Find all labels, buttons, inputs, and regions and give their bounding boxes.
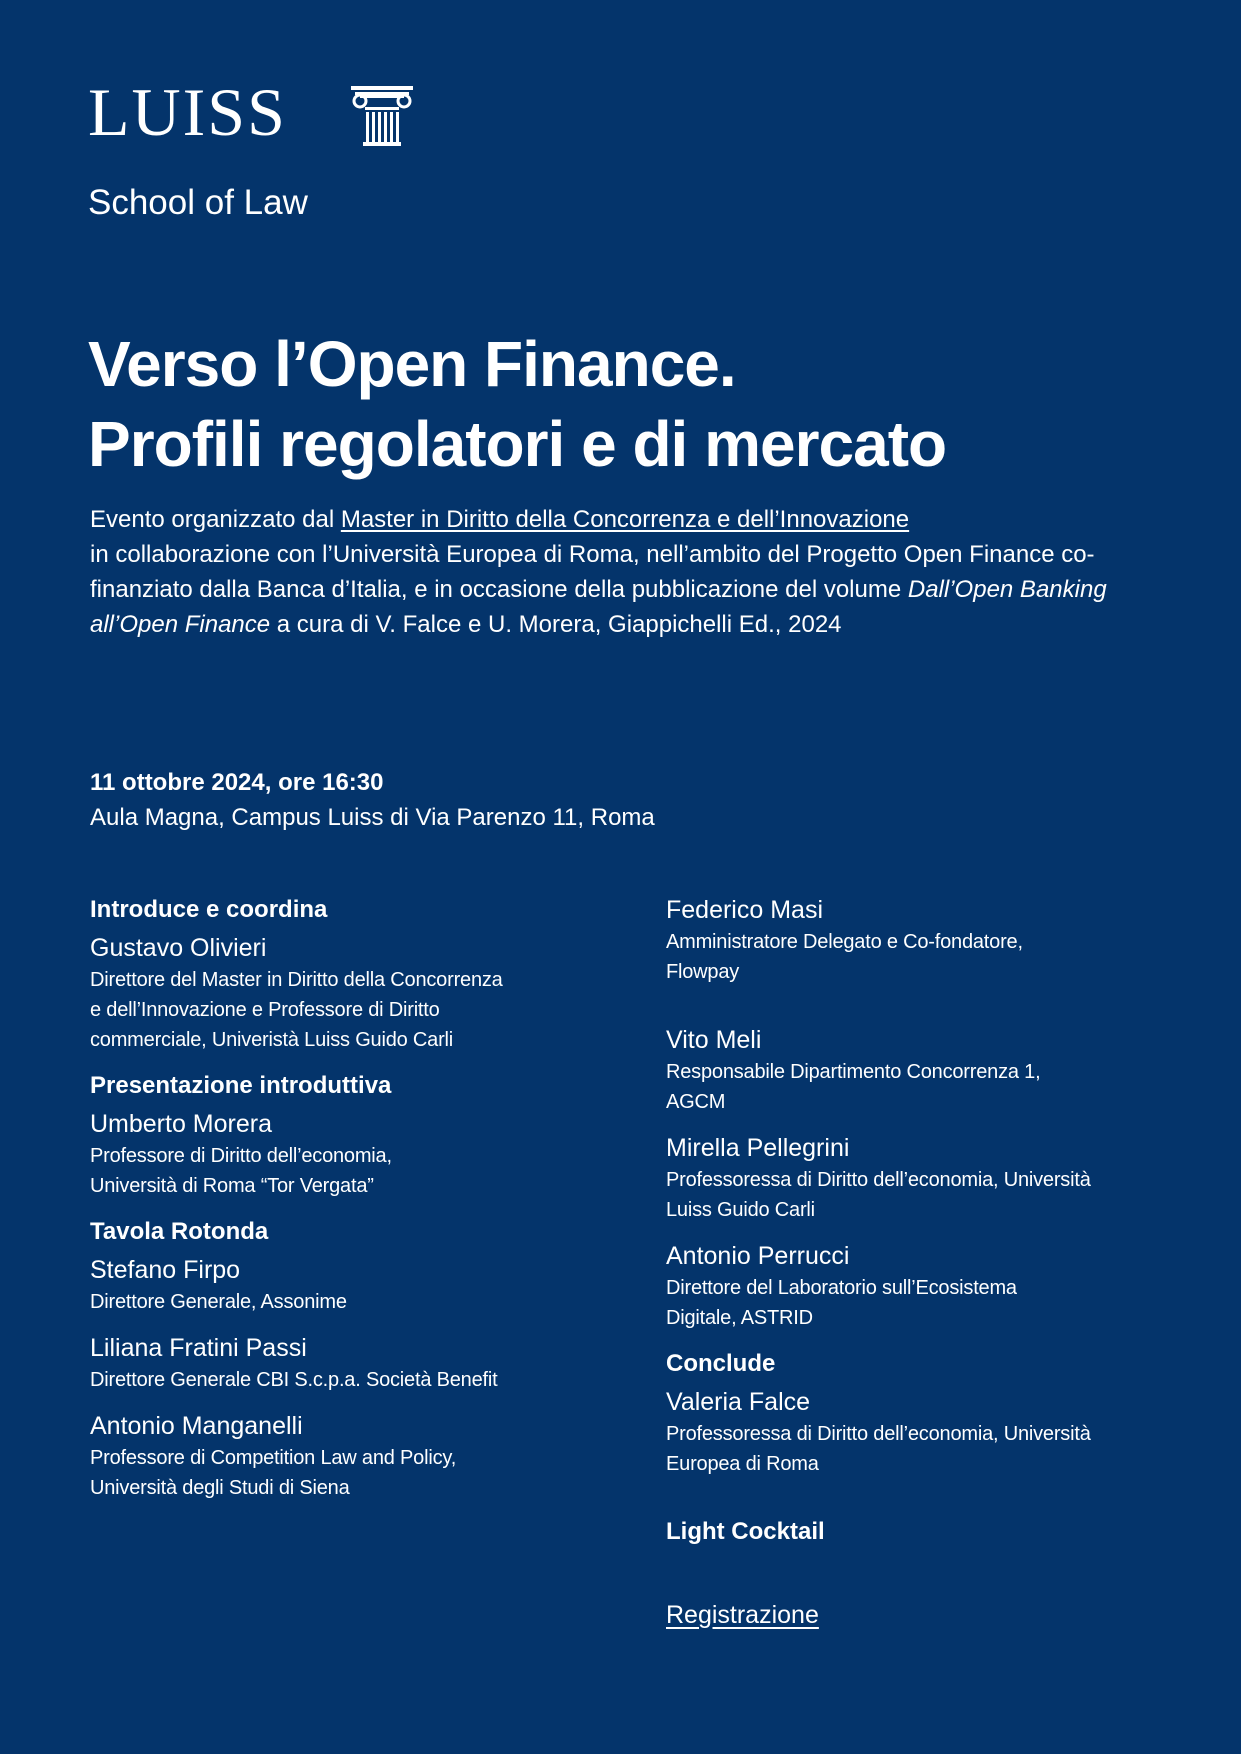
event-title bbox=[88, 324, 946, 484]
speaker-role-line: Direttore Generale CBI S.c.p.a. Società Benefit bbox=[90, 1369, 498, 1391]
registration-link[interactable]: Registrazione bbox=[666, 1601, 819, 1629]
speaker-role-line: commerciale, Univeristà Luiss Guido Carli bbox=[90, 1029, 454, 1051]
book-title: Dall’Open Banking all’Open Finance bbox=[90, 576, 1107, 638]
speaker-falce bbox=[666, 1385, 1186, 1479]
intro-suffix: a cura di V. Falce e U. Morera, Giappichelli Ed., 2024 bbox=[270, 611, 842, 638]
speaker-role-line: Professore di Diritto dell’economia, bbox=[90, 1145, 392, 1167]
cocktail-heading: Light Cocktail bbox=[666, 1518, 825, 1545]
speaker-pellegrini bbox=[666, 1131, 1186, 1225]
speaker-name: Federico Masi bbox=[666, 896, 823, 924]
speaker-role-line: Direttore del Master in Diritto della Concorrenza bbox=[90, 969, 503, 991]
speaker-name: Antonio Perrucci bbox=[666, 1242, 850, 1270]
program-left-column bbox=[90, 893, 590, 1517]
speaker-role-line: Università degli Studi di Siena bbox=[90, 1477, 350, 1499]
speaker-name: Vito Meli bbox=[666, 1026, 762, 1054]
luiss-logo bbox=[88, 74, 428, 154]
title-line-2: Profili regolatori e di mercato bbox=[88, 408, 947, 480]
speaker-role-line: Europea di Roma bbox=[666, 1453, 819, 1475]
speaker-role-line: e dell’Innovazione e Professore di Diritto bbox=[90, 999, 440, 1021]
speaker-role-line: Flowpay bbox=[666, 961, 740, 983]
speaker-role-line: Professoressa di Diritto dell’economia, Università bbox=[666, 1169, 1091, 1191]
speaker-role-line: Direttore del Laboratorio sull’Ecosistema bbox=[666, 1277, 1017, 1299]
section-heading-introduce: Introduce e coordina bbox=[90, 896, 328, 923]
ionic-column-icon bbox=[351, 86, 413, 146]
speaker-perrucci bbox=[666, 1239, 1186, 1333]
section-heading-conclude: Conclude bbox=[666, 1350, 776, 1377]
intro-prefix: Evento organizzato dal bbox=[90, 506, 341, 533]
event-when-where bbox=[90, 765, 655, 835]
speaker-firpo bbox=[90, 1253, 590, 1317]
intro-middle: in collaborazione con l’Università Europea di Roma, nell’ambito del Progetto Open Finance co-finanziato dalla Banca d’Italia, e in occasione della pubblicazione del volume bbox=[90, 541, 1095, 603]
speaker-role-line: Università di Roma “Tor Vergata” bbox=[90, 1175, 374, 1197]
speaker-role-line: Responsabile Dipartimento Concorrenza 1, bbox=[666, 1061, 1041, 1083]
speaker-meli bbox=[666, 1023, 1186, 1117]
speaker-role-line: Luiss Guido Carli bbox=[666, 1199, 815, 1221]
speaker-morera bbox=[90, 1107, 590, 1201]
speaker-role-line: Amministratore Delegato e Co-fondatore, bbox=[666, 931, 1023, 953]
section-heading-presentazione: Presentazione introduttiva bbox=[90, 1072, 392, 1099]
logo-wordmark: LUISS bbox=[88, 74, 287, 150]
speaker-role-line: Professore di Competition Law and Policy, bbox=[90, 1447, 457, 1469]
event-date: 11 ottobre 2024, ore 16:30 bbox=[90, 769, 384, 796]
speaker-fratini-passi bbox=[90, 1331, 590, 1395]
title-line-1: Verso l’Open Finance. bbox=[88, 328, 736, 400]
speaker-name: Gustavo Olivieri bbox=[90, 934, 267, 962]
speaker-role-line: Professoressa di Diritto dell’economia, Università bbox=[666, 1423, 1091, 1445]
program-right-column bbox=[666, 893, 1186, 1630]
speaker-olivieri bbox=[90, 931, 590, 1055]
speaker-name: Valeria Falce bbox=[666, 1388, 811, 1416]
school-name: School of Law bbox=[88, 183, 308, 222]
speaker-role-line: AGCM bbox=[666, 1091, 726, 1113]
speaker-name: Mirella Pellegrini bbox=[666, 1134, 850, 1162]
speaker-name: Umberto Morera bbox=[90, 1110, 272, 1138]
section-heading-tavola: Tavola Rotonda bbox=[90, 1218, 269, 1245]
master-link[interactable]: Master in Diritto della Concorrenza e dell’Innovazione bbox=[340, 506, 910, 533]
event-description bbox=[90, 502, 1150, 642]
speaker-role-line: Direttore Generale, Assonime bbox=[90, 1291, 347, 1313]
speaker-name: Liliana Fratini Passi bbox=[90, 1334, 307, 1362]
speaker-name: Stefano Firpo bbox=[90, 1256, 241, 1284]
speaker-role-line: Digitale, ASTRID bbox=[666, 1307, 813, 1329]
event-place: Aula Magna, Campus Luiss di Via Parenzo 11, Roma bbox=[90, 804, 655, 831]
speaker-manganelli bbox=[90, 1409, 590, 1503]
speaker-masi bbox=[666, 893, 1186, 987]
speaker-name: Antonio Manganelli bbox=[90, 1412, 303, 1440]
